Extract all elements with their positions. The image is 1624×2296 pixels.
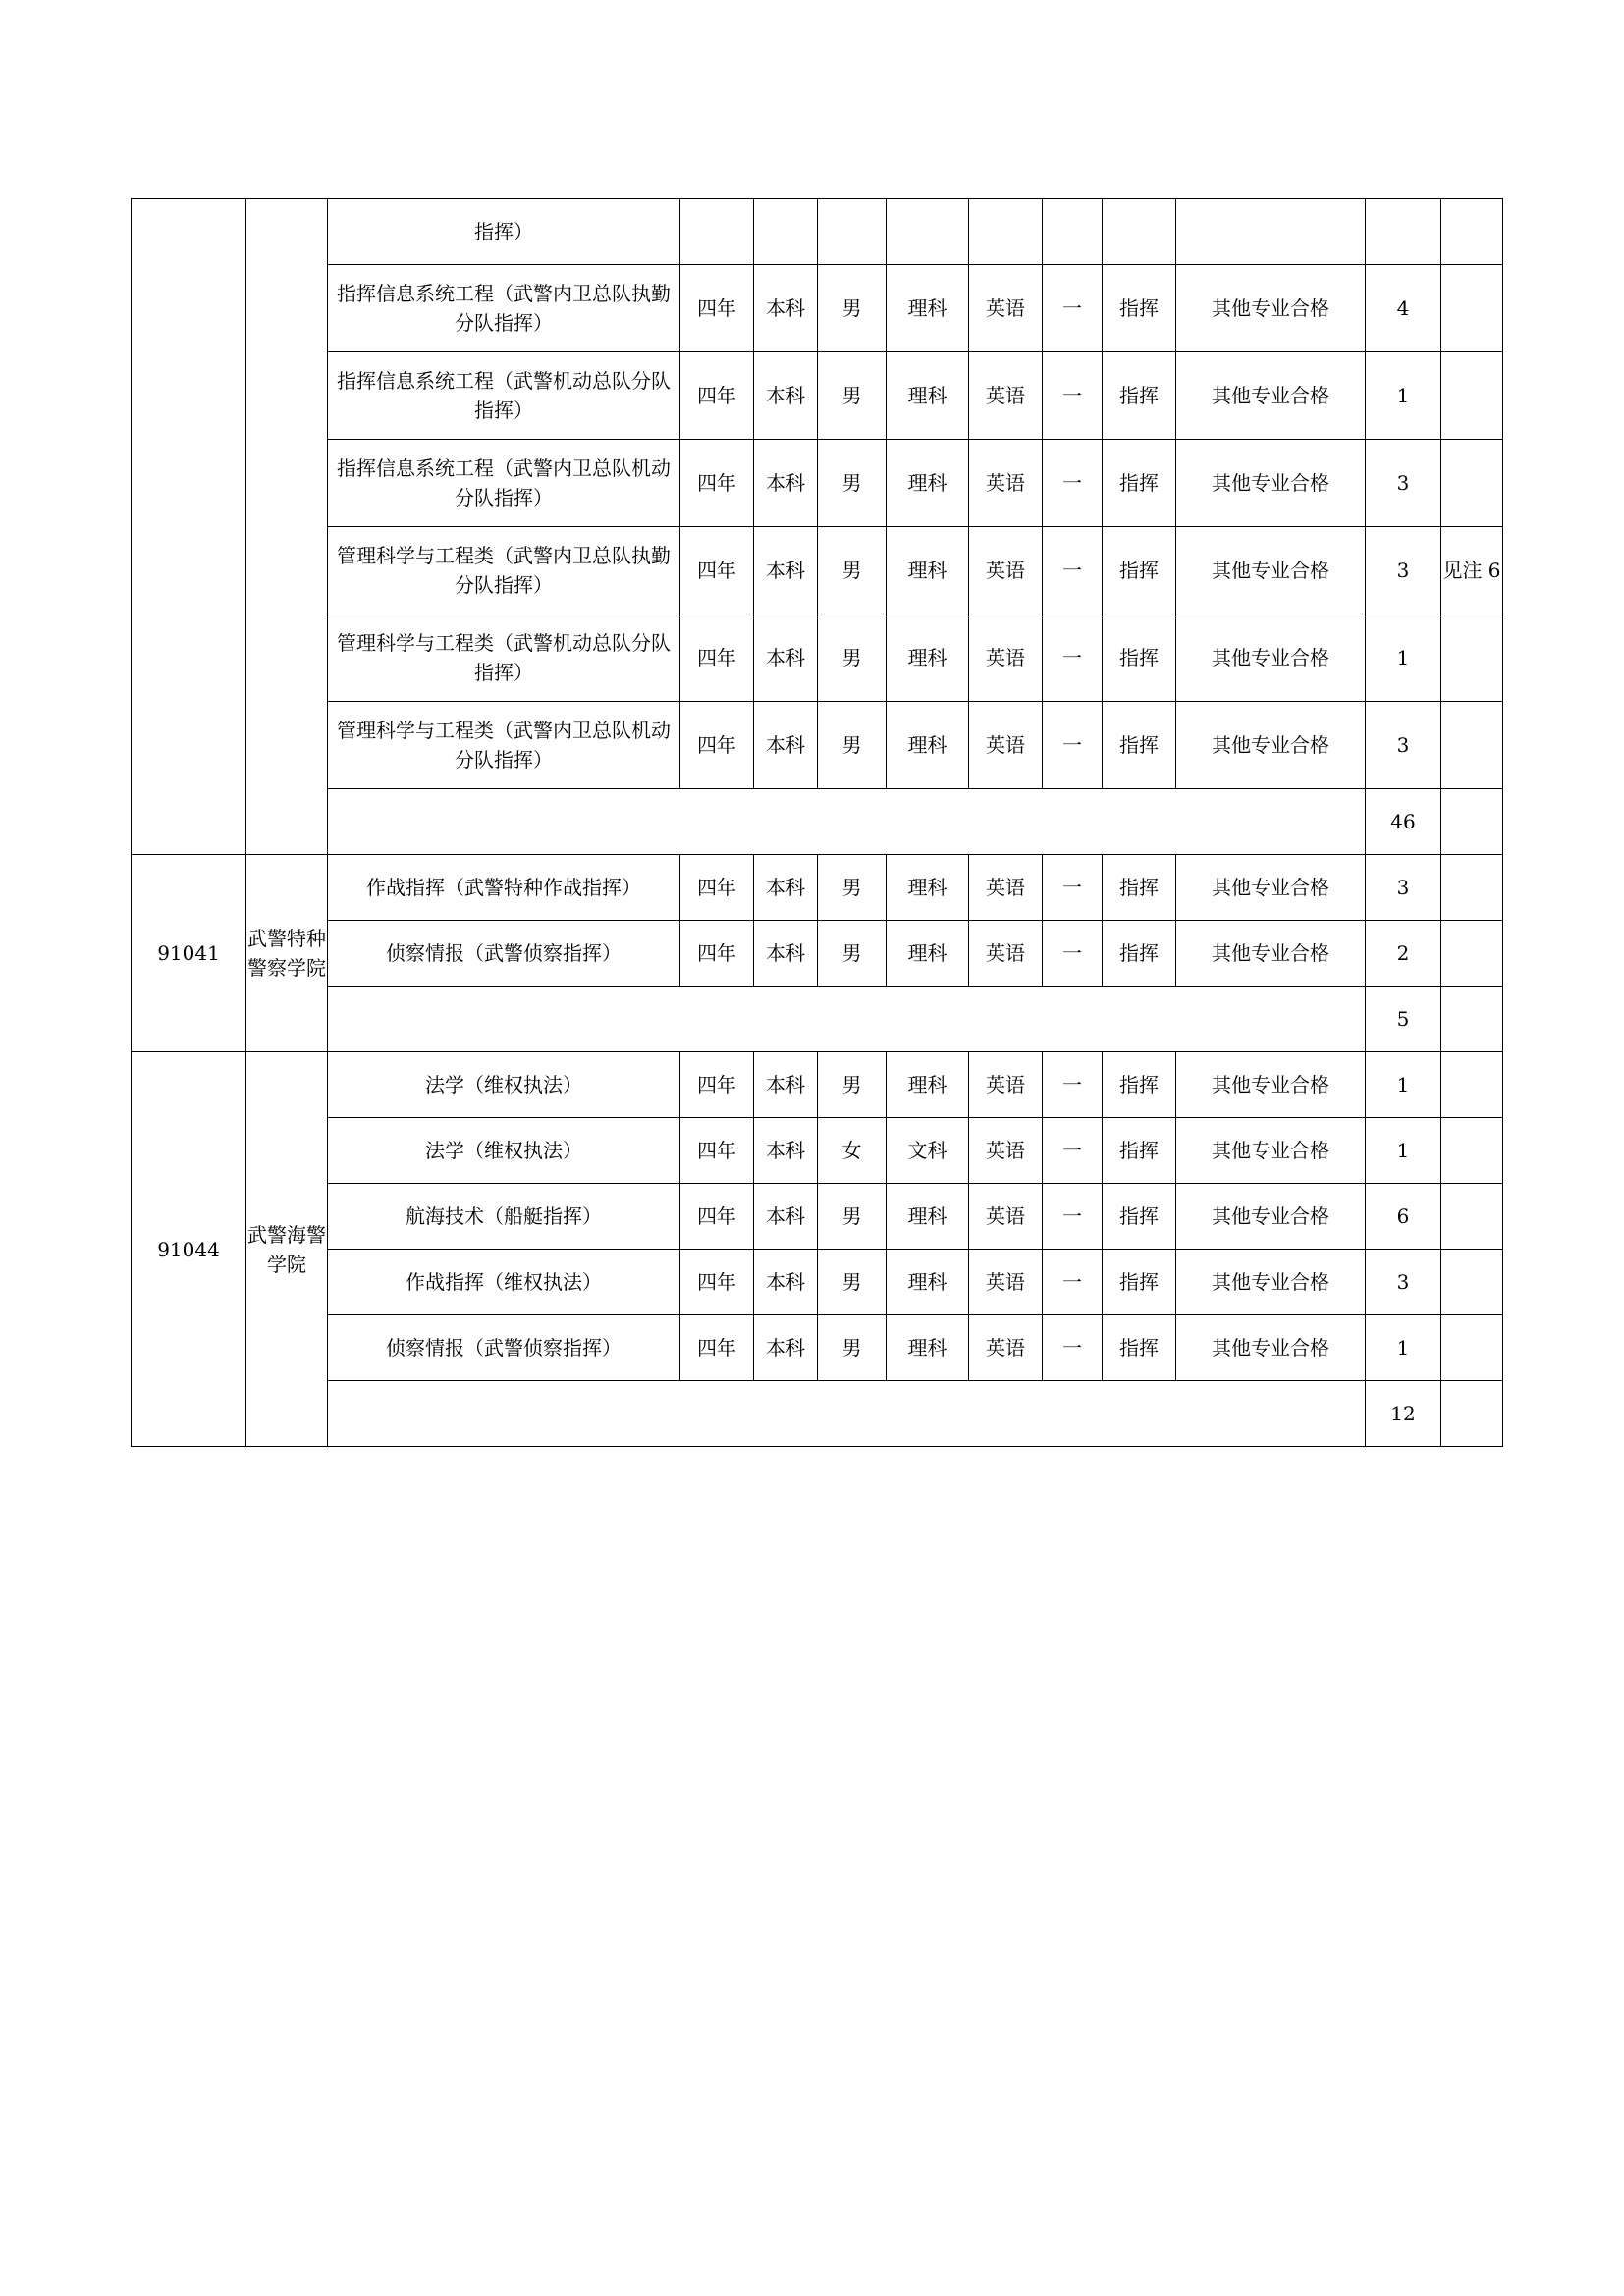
tier-cell: 一 <box>1043 352 1103 440</box>
remark-cell <box>1441 1250 1503 1315</box>
major-name: 法学（维权执法） <box>328 1052 680 1118</box>
school-code-cell: 91041 <box>132 855 246 1052</box>
level-cell: 本科 <box>754 527 818 614</box>
type-cell: 指挥 <box>1103 440 1176 527</box>
remark-cell: 见注 6 <box>1441 527 1503 614</box>
duration-cell <box>680 199 754 265</box>
level-cell: 本科 <box>754 440 818 527</box>
remark-cell <box>1441 702 1503 789</box>
gender-cell: 男 <box>818 1315 887 1381</box>
count-cell: 1 <box>1366 1052 1441 1118</box>
qualification-cell: 其他专业合格 <box>1176 1184 1366 1250</box>
level-cell: 本科 <box>754 265 818 352</box>
duration-cell: 四年 <box>680 921 754 987</box>
remark-cell <box>1441 1052 1503 1118</box>
type-cell: 指挥 <box>1103 1250 1176 1315</box>
duration-cell: 四年 <box>680 1250 754 1315</box>
subject-cell: 理科 <box>887 1052 969 1118</box>
count-cell: 6 <box>1366 1184 1441 1250</box>
subject-cell: 理科 <box>887 1250 969 1315</box>
major-name: 作战指挥（武警特种作战指挥） <box>328 855 680 921</box>
subject-cell: 理科 <box>887 440 969 527</box>
table-row <box>132 614 1503 702</box>
duration-cell: 四年 <box>680 1184 754 1250</box>
subtotal-spacer <box>328 1381 1366 1447</box>
major-name: 指挥） <box>328 199 680 265</box>
remark-cell <box>1441 855 1503 921</box>
major-name: 航海技术（船艇指挥） <box>328 1184 680 1250</box>
subject-cell <box>887 199 969 265</box>
count-cell: 2 <box>1366 921 1441 987</box>
gender-cell: 男 <box>818 1250 887 1315</box>
level-cell: 本科 <box>754 855 818 921</box>
remark-cell <box>1441 921 1503 987</box>
level-cell: 本科 <box>754 1052 818 1118</box>
remark-cell <box>1441 1118 1503 1184</box>
subject-cell: 理科 <box>887 1315 969 1381</box>
tier-cell: 一 <box>1043 265 1103 352</box>
language-cell: 英语 <box>969 1052 1043 1118</box>
level-cell: 本科 <box>754 352 818 440</box>
tier-cell: 一 <box>1043 855 1103 921</box>
level-cell <box>754 199 818 265</box>
count-cell: 1 <box>1366 1315 1441 1381</box>
qualification-cell: 其他专业合格 <box>1176 1315 1366 1381</box>
gender-cell: 男 <box>818 440 887 527</box>
tier-cell: 一 <box>1043 1315 1103 1381</box>
subject-cell: 理科 <box>887 855 969 921</box>
count-cell: 1 <box>1366 352 1441 440</box>
remark-cell <box>1441 614 1503 702</box>
level-cell: 本科 <box>754 614 818 702</box>
level-cell: 本科 <box>754 1184 818 1250</box>
level-cell: 本科 <box>754 1315 818 1381</box>
type-cell: 指挥 <box>1103 352 1176 440</box>
remark-cell <box>1441 352 1503 440</box>
duration-cell: 四年 <box>680 702 754 789</box>
duration-cell: 四年 <box>680 1315 754 1381</box>
subtotal-remark <box>1441 789 1503 855</box>
table-row <box>132 352 1503 440</box>
duration-cell: 四年 <box>680 352 754 440</box>
type-cell: 指挥 <box>1103 1315 1176 1381</box>
qualification-cell: 其他专业合格 <box>1176 440 1366 527</box>
qualification-cell: 其他专业合格 <box>1176 352 1366 440</box>
count-cell <box>1366 199 1441 265</box>
language-cell: 英语 <box>969 1118 1043 1184</box>
subtotal-count: 12 <box>1366 1381 1441 1447</box>
gender-cell <box>818 199 887 265</box>
qualification-cell: 其他专业合格 <box>1176 855 1366 921</box>
type-cell: 指挥 <box>1103 1184 1176 1250</box>
tier-cell: 一 <box>1043 440 1103 527</box>
tier-cell: 一 <box>1043 1184 1103 1250</box>
major-name: 侦察情报（武警侦察指挥） <box>328 1315 680 1381</box>
language-cell: 英语 <box>969 702 1043 789</box>
subject-cell: 理科 <box>887 527 969 614</box>
gender-cell: 男 <box>818 352 887 440</box>
tier-cell: 一 <box>1043 1250 1103 1315</box>
gender-cell: 男 <box>818 1052 887 1118</box>
level-cell: 本科 <box>754 921 818 987</box>
duration-cell: 四年 <box>680 614 754 702</box>
language-cell: 英语 <box>969 921 1043 987</box>
count-cell: 1 <box>1366 1118 1441 1184</box>
subtotal-row <box>132 789 1503 855</box>
language-cell: 英语 <box>969 440 1043 527</box>
table-row <box>132 527 1503 614</box>
table-row <box>132 1118 1503 1184</box>
major-name: 指挥信息系统工程（武警机动总队分队指挥） <box>328 352 680 440</box>
table-row <box>132 1184 1503 1250</box>
type-cell: 指挥 <box>1103 614 1176 702</box>
table-row <box>132 1052 1503 1118</box>
count-cell: 4 <box>1366 265 1441 352</box>
language-cell: 英语 <box>969 1184 1043 1250</box>
gender-cell: 男 <box>818 1184 887 1250</box>
type-cell: 指挥 <box>1103 702 1176 789</box>
duration-cell: 四年 <box>680 1118 754 1184</box>
gender-cell: 男 <box>818 614 887 702</box>
school-code-cell: 91044 <box>132 1052 246 1447</box>
gender-cell: 男 <box>818 702 887 789</box>
table-row <box>132 1250 1503 1315</box>
table-row <box>132 1315 1503 1381</box>
remark-cell <box>1441 440 1503 527</box>
duration-cell: 四年 <box>680 855 754 921</box>
subtotal-count: 46 <box>1366 789 1441 855</box>
language-cell: 英语 <box>969 855 1043 921</box>
count-cell: 3 <box>1366 440 1441 527</box>
gender-cell: 男 <box>818 265 887 352</box>
school-code-cell <box>132 199 246 855</box>
duration-cell: 四年 <box>680 265 754 352</box>
subtotal-spacer <box>328 789 1366 855</box>
level-cell: 本科 <box>754 1250 818 1315</box>
count-cell: 3 <box>1366 527 1441 614</box>
qualification-cell: 其他专业合格 <box>1176 1250 1366 1315</box>
duration-cell: 四年 <box>680 527 754 614</box>
language-cell: 英语 <box>969 1250 1043 1315</box>
tier-cell: 一 <box>1043 921 1103 987</box>
table-row <box>132 702 1503 789</box>
type-cell: 指挥 <box>1103 265 1176 352</box>
qualification-cell: 其他专业合格 <box>1176 527 1366 614</box>
type-cell: 指挥 <box>1103 1052 1176 1118</box>
level-cell: 本科 <box>754 1118 818 1184</box>
subtotal-remark <box>1441 1381 1503 1447</box>
subject-cell: 理科 <box>887 614 969 702</box>
gender-cell: 男 <box>818 527 887 614</box>
language-cell: 英语 <box>969 614 1043 702</box>
enrollment-table <box>131 198 1503 1447</box>
subtotal-row <box>132 987 1503 1052</box>
major-name: 指挥信息系统工程（武警内卫总队执勤分队指挥） <box>328 265 680 352</box>
qualification-cell: 其他专业合格 <box>1176 921 1366 987</box>
remark-cell <box>1441 1184 1503 1250</box>
type-cell <box>1103 199 1176 265</box>
count-cell: 3 <box>1366 1250 1441 1315</box>
level-cell: 本科 <box>754 702 818 789</box>
subject-cell: 理科 <box>887 352 969 440</box>
qualification-cell: 其他专业合格 <box>1176 1118 1366 1184</box>
tier-cell: 一 <box>1043 527 1103 614</box>
table-row <box>132 199 1503 265</box>
qualification-cell: 其他专业合格 <box>1176 614 1366 702</box>
tier-cell: 一 <box>1043 702 1103 789</box>
major-name: 作战指挥（维权执法） <box>328 1250 680 1315</box>
major-name: 管理科学与工程类（武警机动总队分队指挥） <box>328 614 680 702</box>
major-name: 管理科学与工程类（武警内卫总队机动分队指挥） <box>328 702 680 789</box>
gender-cell: 男 <box>818 855 887 921</box>
school-name-cell: 武警特种警察学院 <box>246 855 328 1052</box>
count-cell: 1 <box>1366 614 1441 702</box>
tier-cell: 一 <box>1043 614 1103 702</box>
language-cell: 英语 <box>969 265 1043 352</box>
subtotal-remark <box>1441 987 1503 1052</box>
tier-cell: 一 <box>1043 1118 1103 1184</box>
subtotal-count: 5 <box>1366 987 1441 1052</box>
major-name: 法学（维权执法） <box>328 1118 680 1184</box>
table-row <box>132 440 1503 527</box>
type-cell: 指挥 <box>1103 1118 1176 1184</box>
qualification-cell: 其他专业合格 <box>1176 265 1366 352</box>
table-row <box>132 855 1503 921</box>
subject-cell: 理科 <box>887 1184 969 1250</box>
tier-cell: 一 <box>1043 1052 1103 1118</box>
language-cell: 英语 <box>969 527 1043 614</box>
qualification-cell: 其他专业合格 <box>1176 1052 1366 1118</box>
school-name-cell: 武警海警学院 <box>246 1052 328 1447</box>
type-cell: 指挥 <box>1103 921 1176 987</box>
language-cell: 英语 <box>969 352 1043 440</box>
subtotal-row <box>132 1381 1503 1447</box>
school-name-cell <box>246 199 328 855</box>
language-cell: 英语 <box>969 1315 1043 1381</box>
table-row <box>132 265 1503 352</box>
subtotal-spacer <box>328 987 1366 1052</box>
type-cell: 指挥 <box>1103 855 1176 921</box>
remark-cell <box>1441 199 1503 265</box>
remark-cell <box>1441 265 1503 352</box>
count-cell: 3 <box>1366 855 1441 921</box>
major-name: 指挥信息系统工程（武警内卫总队机动分队指挥） <box>328 440 680 527</box>
qualification-cell <box>1176 199 1366 265</box>
language-cell <box>969 199 1043 265</box>
gender-cell: 男 <box>818 921 887 987</box>
subject-cell: 文科 <box>887 1118 969 1184</box>
type-cell: 指挥 <box>1103 527 1176 614</box>
qualification-cell: 其他专业合格 <box>1176 702 1366 789</box>
subject-cell: 理科 <box>887 265 969 352</box>
major-name: 侦察情报（武警侦察指挥） <box>328 921 680 987</box>
tier-cell <box>1043 199 1103 265</box>
count-cell: 3 <box>1366 702 1441 789</box>
remark-cell <box>1441 1315 1503 1381</box>
subject-cell: 理科 <box>887 702 969 789</box>
table-row <box>132 921 1503 987</box>
major-name: 管理科学与工程类（武警内卫总队执勤分队指挥） <box>328 527 680 614</box>
subject-cell: 理科 <box>887 921 969 987</box>
duration-cell: 四年 <box>680 440 754 527</box>
gender-cell: 女 <box>818 1118 887 1184</box>
duration-cell: 四年 <box>680 1052 754 1118</box>
